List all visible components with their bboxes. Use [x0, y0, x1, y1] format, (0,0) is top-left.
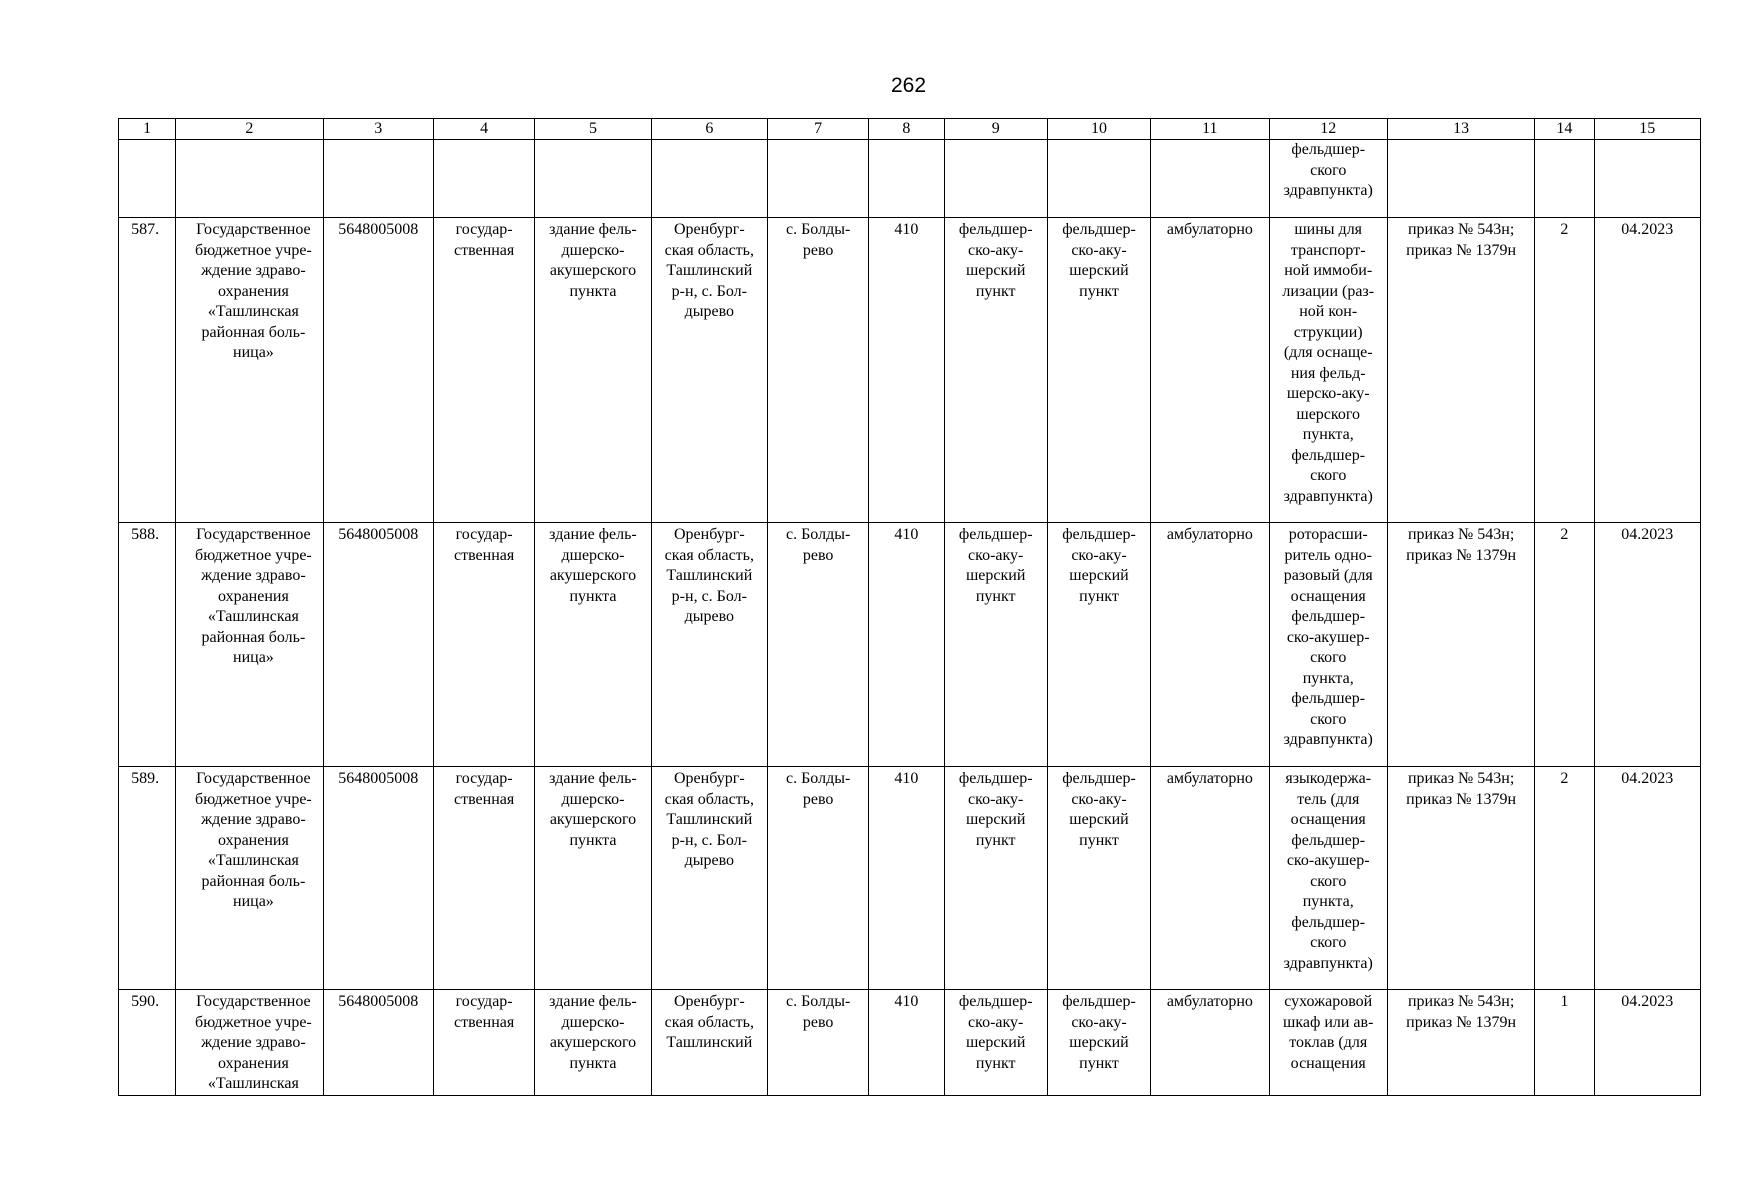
basis-cell: [1387, 767, 1534, 990]
text-line: ского: [1310, 872, 1347, 890]
text-line: тель (для: [1297, 790, 1360, 808]
column-number: 15: [1594, 119, 1700, 140]
text-line: приказ № 543н;: [1407, 221, 1515, 238]
facility-type-cell: [944, 523, 1047, 767]
basis-cell: [1387, 990, 1534, 1096]
column-number: 14: [1535, 119, 1594, 140]
settlement-cell: [768, 218, 869, 523]
column-number: 11: [1151, 119, 1269, 140]
equipment-table: [118, 118, 1701, 1096]
ownership-cell: [433, 990, 534, 1096]
text-line: ского: [1310, 161, 1347, 179]
text-line: здравпункта): [1283, 954, 1373, 972]
facility-type-cell: [1047, 767, 1150, 990]
facility-type-cell: [944, 990, 1047, 1096]
text-line: Государственное: [196, 993, 311, 1010]
text-line: оснащения: [1290, 811, 1366, 828]
ownership-cell: [433, 218, 534, 523]
text-line: государ-: [455, 526, 513, 543]
text-line: фельдшер-: [1291, 913, 1366, 931]
text-line: Ташлинский: [666, 1034, 753, 1051]
text-line: шерский: [965, 567, 1026, 584]
text-line: ско-акушер-: [1286, 628, 1370, 646]
text-line: р-н, с. Бол-: [671, 831, 747, 849]
text-line: пункта,: [1302, 426, 1354, 443]
address-cell: [651, 218, 767, 523]
text-line: пункт: [1079, 282, 1119, 300]
column-number: 3: [323, 119, 433, 140]
text-line: ская область,: [664, 546, 754, 564]
column-number-row: [119, 119, 1701, 140]
text-line: ждение здраво-: [201, 811, 306, 828]
organization-cell: [176, 218, 323, 523]
text-line: здание фель-: [549, 770, 637, 787]
text-line: р-н, с. Бол-: [671, 587, 747, 605]
population-cell: 410: [869, 218, 944, 523]
column-number: 7: [768, 119, 869, 140]
table-row: [119, 218, 1701, 523]
text-line: сухожаровой: [1284, 993, 1373, 1010]
text-line: рево: [802, 1013, 834, 1031]
column-number: 6: [651, 119, 767, 140]
text-line: акушерского: [549, 1034, 637, 1051]
text-line: акушерского: [549, 262, 637, 279]
organization-cell: [176, 523, 323, 767]
text-line: приказ № 543н;: [1407, 993, 1515, 1010]
text-line: фельдшер-: [958, 221, 1033, 238]
row-number-cell: 588.: [119, 523, 176, 767]
column-number: 13: [1387, 119, 1534, 140]
text-line: акушерского: [549, 567, 637, 584]
column-number: 4: [433, 119, 534, 140]
facility-type-cell: [944, 767, 1047, 990]
text-line: ско-аку-: [1071, 790, 1127, 808]
text-line: ственная: [454, 546, 515, 564]
text-line: шкаф или ав-: [1283, 1013, 1374, 1031]
column-number: 1: [119, 119, 176, 140]
text-line: ственная: [454, 790, 515, 808]
inn-cell: 5648005008: [323, 767, 433, 990]
text-line: ско-аку-: [968, 790, 1024, 808]
text-line: ритель одно-: [1284, 546, 1372, 564]
address-cell: [651, 990, 767, 1096]
text-line: дшерско-: [561, 241, 625, 259]
column-number: 12: [1269, 119, 1387, 140]
text-line: ско-аку-: [1071, 241, 1127, 259]
text-line: дшерско-: [561, 790, 625, 808]
row-number-cell: 590.: [119, 990, 176, 1096]
text-line: лизации (раз-: [1282, 282, 1375, 300]
text-line: токлав (для: [1289, 1034, 1368, 1051]
text-line: приказ № 1379н: [1406, 241, 1517, 259]
building-cell: [535, 218, 651, 523]
care-form-cell: амбулаторно: [1151, 218, 1269, 523]
text-line: здравпункта): [1283, 731, 1373, 748]
basis-cell: [1387, 218, 1534, 523]
facility-type-cell: [1047, 990, 1150, 1096]
text-line: здравпункта): [1283, 487, 1373, 505]
text-line: шерский: [965, 262, 1026, 279]
text-line: фельдшер-: [1291, 690, 1366, 707]
text-line: пункта: [569, 282, 617, 300]
text-line: ско-аку-: [968, 241, 1024, 259]
text-line: бюджетное учре-: [195, 241, 312, 259]
text-line: «Ташлинская: [207, 1075, 299, 1092]
text-line: Государственное: [196, 770, 311, 787]
text-line: пункта: [569, 587, 617, 605]
settlement-cell: [768, 990, 869, 1096]
text-line: шерский: [965, 811, 1026, 828]
text-line: рево: [802, 241, 834, 259]
text-line: с. Болды-: [786, 221, 851, 238]
equipment-cell: [1269, 523, 1387, 767]
text-line: ница»: [233, 344, 274, 361]
text-line: языкодержа-: [1285, 770, 1372, 787]
text-line: с. Болды-: [786, 993, 851, 1010]
text-line: разовый (для: [1283, 567, 1373, 584]
settlement-cell: [768, 767, 869, 990]
basis-cell: [1387, 523, 1534, 767]
text-line: «Ташлинская: [207, 852, 299, 869]
text-line: ной кон-: [1299, 303, 1358, 320]
building-cell: [535, 990, 651, 1096]
text-line: Государственное: [196, 526, 311, 543]
text-line: охранения: [217, 282, 289, 300]
text-line: ница»: [233, 649, 274, 666]
text-line: транспорт-: [1290, 241, 1366, 259]
text-line: Оренбург-: [674, 993, 745, 1010]
text-line: с. Болды-: [786, 770, 851, 787]
text-line: пункта: [569, 1054, 617, 1072]
text-line: районная боль-: [201, 323, 306, 341]
building-cell: [535, 767, 651, 990]
text-line: фельдшер-: [1062, 770, 1136, 787]
text-line: ния фельд-: [1290, 364, 1366, 382]
text-line: фельдшер-: [1291, 446, 1366, 464]
equipment-cell: [1269, 140, 1387, 218]
text-line: бюджетное учре-: [195, 546, 312, 564]
text-line: шерский: [965, 1034, 1026, 1051]
text-line: пункт: [975, 587, 1016, 605]
text-line: шерский: [1069, 262, 1129, 279]
text-line: пункта,: [1302, 669, 1354, 687]
text-line: ского: [1310, 934, 1347, 951]
care-form-cell: амбулаторно: [1151, 990, 1269, 1096]
date-cell: 04.2023: [1594, 218, 1700, 523]
text-line: дырево: [684, 303, 735, 320]
text-line: фельдшер-: [958, 993, 1033, 1010]
text-line: бюджетное учре-: [195, 1013, 312, 1031]
text-line: здание фель-: [549, 993, 637, 1010]
text-line: ственная: [454, 241, 515, 259]
column-number: 10: [1047, 119, 1150, 140]
text-line: ско-акушер-: [1286, 852, 1370, 869]
row-number-cell: 587.: [119, 218, 176, 523]
address-cell: [651, 767, 767, 990]
text-line: здание фель-: [549, 526, 637, 543]
text-line: приказ № 1379н: [1406, 546, 1517, 564]
text-line: дшерско-: [561, 1013, 625, 1031]
text-line: ственная: [454, 1013, 515, 1031]
text-line: ская область,: [664, 241, 754, 259]
text-line: государ-: [455, 993, 513, 1010]
ownership-cell: [433, 523, 534, 767]
text-line: рево: [802, 546, 834, 564]
text-line: Ташлинский: [666, 567, 753, 584]
text-line: ско-аку-: [1071, 1013, 1127, 1031]
column-number: 5: [535, 119, 651, 140]
population-cell: 410: [869, 523, 944, 767]
text-line: фельдшер-: [1291, 831, 1366, 849]
text-line: рево: [802, 790, 834, 808]
text-line: приказ № 1379н: [1406, 1013, 1517, 1031]
facility-type-cell: [1047, 218, 1150, 523]
column-number: 9: [944, 119, 1047, 140]
text-line: государ-: [455, 770, 513, 787]
row-number-cell: 589.: [119, 767, 176, 990]
equipment-cell: [1269, 218, 1387, 523]
quantity-cell: 2: [1535, 523, 1594, 767]
text-line: Государственное: [196, 221, 311, 238]
text-line: приказ № 1379н: [1406, 790, 1517, 808]
text-line: приказ № 543н;: [1407, 770, 1515, 787]
text-line: оснащения: [1290, 1054, 1366, 1072]
column-number: 8: [869, 119, 944, 140]
text-line: ская область,: [664, 790, 754, 808]
table-row: [119, 990, 1701, 1096]
text-line: государ-: [455, 221, 513, 238]
text-line: фельдшер-: [1062, 221, 1136, 238]
quantity-cell: 1: [1535, 990, 1594, 1096]
text-line: районная боль-: [201, 872, 306, 890]
text-line: ская область,: [664, 1013, 754, 1031]
text-line: пункта,: [1302, 893, 1354, 910]
text-line: пункт: [975, 282, 1016, 300]
date-cell: 04.2023: [1594, 990, 1700, 1096]
date-cell: 04.2023: [1594, 767, 1700, 990]
text-line: Ташлинский: [666, 262, 753, 279]
text-line: Оренбург-: [674, 770, 745, 787]
text-line: фельдшер-: [958, 770, 1033, 787]
facility-type-cell: [944, 218, 1047, 523]
text-line: дырево: [684, 608, 735, 625]
text-line: охранения: [217, 831, 289, 849]
text-line: шерский: [1069, 1034, 1129, 1051]
text-line: оснащения: [1290, 587, 1366, 605]
care-form-cell: амбулаторно: [1151, 767, 1269, 990]
text-line: акушерского: [549, 811, 637, 828]
text-line: бюджетное учре-: [195, 790, 312, 808]
table-row: [119, 767, 1701, 990]
text-line: «Ташлинская: [207, 303, 299, 320]
text-line: струкции): [1293, 323, 1363, 341]
text-line: фельдшер-: [1062, 526, 1136, 543]
text-line: приказ № 543н;: [1407, 526, 1515, 543]
text-line: пункт: [1079, 831, 1119, 849]
text-line: Оренбург-: [674, 526, 745, 543]
date-cell: 04.2023: [1594, 523, 1700, 767]
address-cell: [651, 523, 767, 767]
text-line: охранения: [217, 587, 289, 605]
organization-cell: [176, 767, 323, 990]
text-line: р-н, с. Бол-: [671, 282, 747, 300]
text-line: пункт: [975, 831, 1016, 849]
text-line: фельдшер-: [958, 526, 1033, 543]
text-line: шерский: [1069, 567, 1129, 584]
text-line: «Ташлинская: [207, 608, 299, 625]
continuation-row: [119, 140, 1701, 218]
text-line: фельдшер-: [1291, 141, 1366, 158]
text-line: шерско-аку-: [1286, 385, 1370, 402]
inn-cell: 5648005008: [323, 523, 433, 767]
organization-cell: [176, 990, 323, 1096]
text-line: фельдшер-: [1062, 993, 1136, 1010]
text-line: ница»: [233, 893, 274, 910]
text-line: пункт: [1079, 587, 1119, 605]
text-line: охранения: [217, 1054, 289, 1072]
text-line: ждение здраво-: [201, 567, 306, 584]
facility-type-cell: [1047, 523, 1150, 767]
equipment-cell: [1269, 767, 1387, 990]
text-line: ско-аку-: [968, 1013, 1024, 1031]
quantity-cell: 2: [1535, 767, 1594, 990]
text-line: здравпункта): [1283, 182, 1373, 199]
text-line: шины для: [1294, 221, 1363, 238]
text-line: ского: [1310, 649, 1347, 666]
inn-cell: 5648005008: [323, 990, 433, 1096]
building-cell: [535, 523, 651, 767]
settlement-cell: [768, 523, 869, 767]
quantity-cell: 2: [1535, 218, 1594, 523]
text-line: дырево: [684, 852, 735, 869]
text-line: ского: [1310, 467, 1347, 484]
ownership-cell: [433, 767, 534, 990]
text-line: здание фель-: [549, 221, 637, 238]
text-line: фельдшер-: [1291, 608, 1366, 625]
population-cell: 410: [869, 990, 944, 1096]
text-line: Оренбург-: [674, 221, 745, 238]
text-line: дшерско-: [561, 546, 625, 564]
page-number: 262: [890, 74, 927, 97]
care-form-cell: амбулаторно: [1151, 523, 1269, 767]
text-line: ско-аку-: [1071, 546, 1127, 564]
text-line: роторасши-: [1288, 526, 1368, 543]
text-line: ной иммоби-: [1284, 262, 1373, 279]
text-line: шерский: [1069, 811, 1129, 828]
table-row: [119, 523, 1701, 767]
text-line: пункт: [975, 1054, 1016, 1072]
text-line: Ташлинский: [666, 811, 753, 828]
text-line: пункта: [569, 831, 617, 849]
text-line: (для оснаще-: [1283, 344, 1373, 361]
text-line: шерского: [1296, 405, 1361, 423]
text-line: районная боль-: [201, 628, 306, 646]
text-line: ско-аку-: [968, 546, 1024, 564]
inn-cell: 5648005008: [323, 218, 433, 523]
equipment-cell: [1269, 990, 1387, 1096]
text-line: пункт: [1079, 1054, 1119, 1072]
text-line: ждение здраво-: [201, 262, 306, 279]
text-line: ждение здраво-: [201, 1034, 306, 1051]
text-line: с. Болды-: [786, 526, 851, 543]
column-number: 2: [176, 119, 323, 140]
text-line: ского: [1310, 710, 1347, 728]
population-cell: 410: [869, 767, 944, 990]
